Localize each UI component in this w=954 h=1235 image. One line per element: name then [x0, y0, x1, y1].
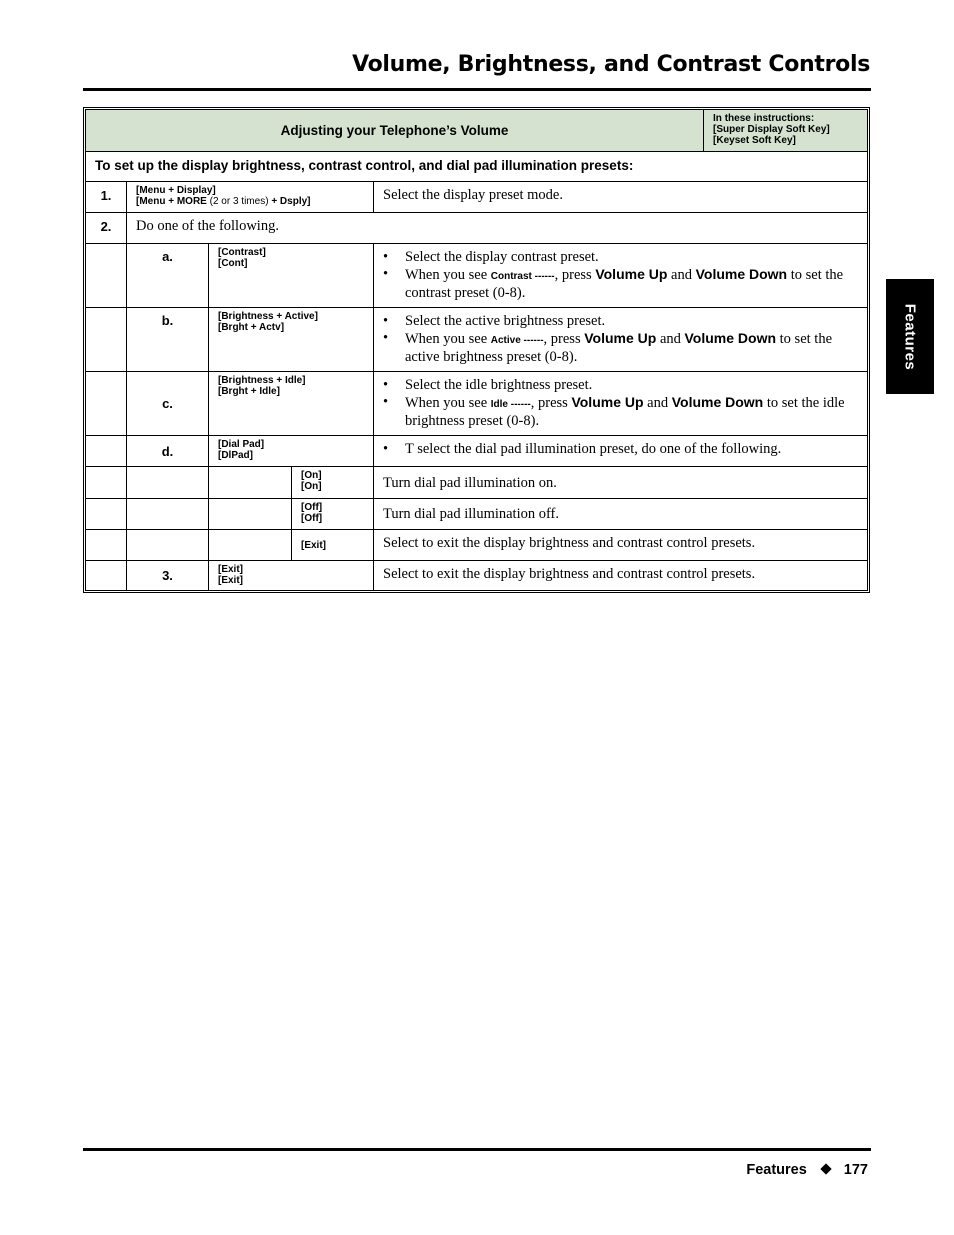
volume-up-label: Volume Up — [584, 330, 657, 346]
step-description: Select to exit the display brightness and contrast control presets. — [374, 561, 868, 591]
page-footer — [746, 1162, 868, 1178]
bullet-item: • When you see Active ------, press Volume Up and Volume Down to set the active brightness preset (0-8). — [383, 330, 858, 366]
bullet-item: • Select the display contrast preset. — [383, 249, 858, 266]
footer-section: Features — [746, 1162, 807, 1178]
table-row — [86, 308, 868, 372]
table-row — [86, 530, 868, 561]
table-row — [86, 561, 868, 591]
soft-key-label: [Exit] [Exit] — [209, 561, 374, 591]
volume-down-label: Volume Down — [671, 394, 764, 410]
table-row — [86, 499, 868, 530]
soft-key-label: [Off] [Off] — [292, 499, 374, 530]
table-row — [86, 372, 868, 436]
step-description: Select to exit the display brightness and contrast control presets. — [374, 530, 868, 561]
step-description: Select the display preset mode. — [374, 182, 868, 213]
step-number: 3. — [127, 561, 209, 591]
soft-key-label: [Menu + Display] [Menu + MORE (2 or 3 times) + Dsply] — [127, 182, 374, 213]
diamond-icon — [820, 1163, 831, 1174]
page-number: 177 — [843, 1162, 868, 1178]
table-header-note — [704, 110, 868, 152]
table-header-row — [86, 110, 868, 152]
step-description — [374, 308, 868, 372]
title-rule — [83, 88, 871, 91]
soft-key-label: [Exit] — [292, 530, 374, 561]
table-row — [86, 182, 868, 213]
table-header-title: Adjusting your Telephone’s Volume — [86, 110, 704, 152]
bullet-item: • Select the active brightness preset. — [383, 313, 858, 330]
volume-down-label: Volume Down — [695, 266, 788, 282]
footer-rule — [83, 1148, 871, 1151]
table-row — [86, 436, 868, 467]
step-description — [374, 244, 868, 308]
header-note-line: In these instructions: — [713, 113, 815, 124]
bullet-item: • When you see Idle ------, press Volume Up and Volume Down to set the idle brightness preset (0-8). — [383, 394, 858, 430]
instructions-table — [83, 107, 870, 593]
volume-up-label: Volume Up — [595, 266, 668, 282]
table-row — [86, 244, 868, 308]
step-description: Turn dial pad illumination on. — [374, 467, 868, 499]
step-number: 1. — [86, 182, 127, 213]
lcd-text: Active ------ — [490, 335, 544, 346]
sub-step-letter: b. — [127, 308, 209, 372]
lcd-text: Idle ------ — [490, 399, 531, 410]
step-description — [374, 436, 868, 467]
step-description: Do one of the following. — [127, 213, 868, 244]
table-row — [86, 213, 868, 244]
intro-row — [86, 152, 868, 182]
side-tab-features — [886, 279, 934, 394]
soft-key-label: [Brightness + Active] [Brght + Actv] — [209, 308, 374, 372]
side-tab-label: Features — [901, 303, 919, 370]
bullet-item: • T select the dial pad illumination preset, do one of the following. — [383, 441, 858, 458]
sub-step-letter: c. — [127, 372, 209, 436]
table-row — [86, 467, 868, 499]
soft-key-label: [Brightness + Idle] [Brght + Idle] — [209, 372, 374, 436]
volume-up-label: Volume Up — [571, 394, 644, 410]
sub-step-letter: a. — [127, 244, 209, 308]
volume-down-label: Volume Down — [684, 330, 777, 346]
soft-key-label: [Dial Pad] [DlPad] — [209, 436, 374, 467]
sub-step-letter: d. — [127, 436, 209, 467]
step-description: Turn dial pad illumination off. — [374, 499, 868, 530]
step-number: 2. — [86, 213, 127, 244]
bullet-item: • When you see Contrast ------, press Volume Up and Volume Down to set the contrast preset (0-8). — [383, 266, 858, 302]
intro-text: To set up the display brightness, contrast control, and dial pad illumination presets: — [86, 152, 868, 182]
page-title: Volume, Brightness, and Contrast Controls — [352, 52, 870, 77]
soft-key-label: [On] [On] — [292, 467, 374, 499]
bullet-item: • Select the idle brightness preset. — [383, 377, 858, 394]
header-note-line: [Keyset Soft Key] — [713, 135, 796, 146]
lcd-text: Contrast ------ — [490, 271, 555, 282]
header-note-line: [Super Display Soft Key] — [713, 124, 830, 135]
step-description — [374, 372, 868, 436]
soft-key-label: [Contrast] [Cont] — [209, 244, 374, 308]
